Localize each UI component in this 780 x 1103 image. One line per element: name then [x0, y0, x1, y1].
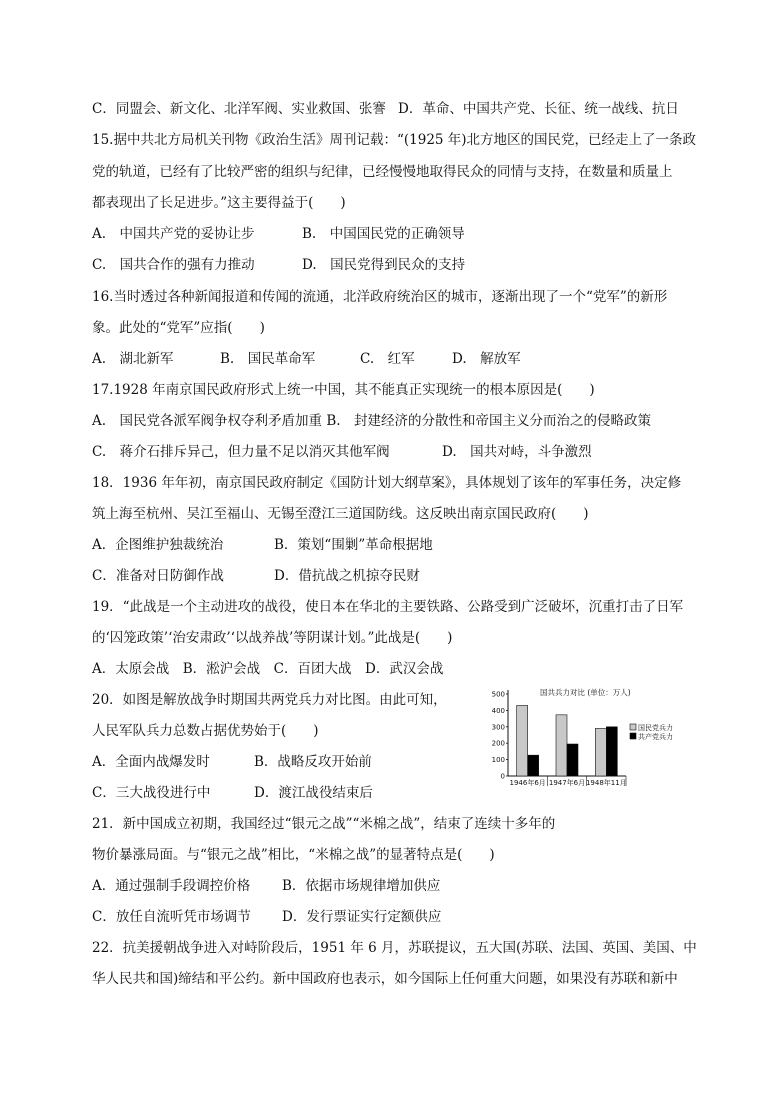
question-21: 21．新中国成立初期，我国经过“银元之战”“米棉之战”，结束了连续十多年的: [92, 816, 556, 832]
y-tick-label: 500: [491, 690, 505, 699]
question-16-cont: 象。此处的“党军”应指( ): [92, 320, 265, 336]
question-22-cont: 华人民共和国)缔结和平公约。新中国政府也表示，如今国际上任何重大问题，如果没有苏联和新中: [92, 971, 678, 987]
question-18: 18．1936 年年初，南京国民政府制定《国防计划大纲草案》，具体规划了该年的军事任务，决定修: [92, 475, 682, 491]
option-d-q16: D. 解放军: [452, 351, 521, 367]
y-tick-label: 200: [491, 739, 505, 748]
bar-cpc-1: [567, 744, 578, 776]
option-d-q15: D. 国民党得到民众的支持: [302, 257, 466, 273]
bar-kmt-2: [595, 728, 606, 776]
option-d-q20: D．渡江战役结束后: [254, 785, 373, 801]
question-16: 16.当时透过各种新闻报道和传闻的流通，北洋政府统治区的城市，逐渐出现了一个“党军”的新形: [92, 289, 668, 305]
option-b-q20: B．战略反攻开始前: [254, 754, 372, 770]
option-a-q20: A．全面内战爆发时: [92, 754, 210, 770]
y-tick-label: 0: [500, 772, 505, 781]
option-d-q14: D．革命、中国共产党、长征、统一战线、抗日: [398, 101, 679, 117]
y-tick-label: 400: [491, 706, 505, 715]
option-a-q21: A．通过强制手段调控价格: [92, 878, 251, 894]
option-c-q18: C．准备对日防御作战: [92, 568, 224, 584]
option-c-q16: C. 红军: [360, 351, 415, 367]
question-18-cont: 筑上海至杭州、吴江至福山、无锡至澄江三道国防线。这反映出南京国民政府( ): [92, 506, 589, 522]
legend-swatch-0: [630, 724, 636, 730]
bar-kmt-0: [517, 705, 528, 776]
option-c-q20: C．三大战役进行中: [92, 785, 211, 801]
option-c-q15: C. 国共合作的强有力推动: [92, 257, 255, 273]
question-19: 19．“此战是一个主动进攻的战役，使日本在华北的主要铁路、公路受到广泛破坏，沉重打击了日军: [92, 599, 684, 615]
option-c-q14: C．同盟会、新文化、北洋军阀、实业救国、张謇: [92, 101, 386, 117]
option-d-q17: D. 国共对峙，斗争激烈: [442, 444, 592, 460]
bar-cpc-0: [528, 755, 539, 776]
option-c-q21: C．放任自流听凭市场调节: [92, 909, 251, 925]
option-d-q21: D．发行票证实行定额供应: [282, 909, 442, 925]
option-b-q21: B．依据市场规律增加供应: [282, 878, 441, 894]
option-a-q15: A. 中国共产党的妥协让步: [92, 226, 255, 242]
x-tick-label: 1946年6月: [509, 779, 546, 787]
force-comparison-chart: [478, 684, 746, 790]
question-20-cont: 人民军队兵力总数占据优势始于( ): [92, 723, 319, 739]
question-15-cont2: 都表现出了长足进步。”这主要得益于( ): [92, 195, 346, 211]
question-20: 20．如图是解放战争时期国共两党兵力对比图。由此可知，: [92, 692, 447, 708]
x-tick-label: 1948年11月: [585, 779, 627, 787]
question-21-cont: 物价暴涨局面。与“银元之战”相比，“米棉之战”的显著特点是( ): [92, 847, 495, 863]
option-d-q18: D．借抗战之机掠夺民财: [274, 568, 420, 584]
question-22: 22．抗美援朝战争进入对峙阶段后，1951 年 6 月，苏联提议，五大国(苏联、法国、英国、美国、中: [92, 940, 697, 956]
legend-label-1: 共产党兵力: [638, 733, 673, 741]
y-tick-label: 300: [491, 723, 505, 732]
question-17: 17.1928 年南京国民政府形式上统一中国，其不能真正实现统一的根本原因是( ): [92, 382, 595, 398]
option-a-q18: A．企图维护独裁统治: [92, 537, 224, 553]
bar-kmt-1: [556, 715, 567, 776]
option-b-q18: B．策划“围剿”革命根据地: [274, 537, 433, 553]
option-b-q15: B. 中国国民党的正确领导: [302, 226, 465, 242]
options-q19: A．太原会战 B．淞沪会战 C．百团大战 D．武汉会战: [92, 661, 444, 677]
legend-label-0: 国民党兵力: [638, 724, 673, 732]
option-ab-q17: A. 国民党各派军阀争权夺利矛盾加重 B. 封建经济的分散性和帝国主义分而治之的侵略政策: [92, 413, 652, 429]
question-19-cont: 的‘囚笼政策’‘治安肃政’‘以战养战’等阴谋计划。”此战是( ): [92, 630, 453, 646]
option-b-q16: B. 国民革命军: [220, 351, 316, 367]
option-c-q17: C. 蒋介石排斥异己，但力量不足以消灭其他军阀: [92, 444, 390, 460]
option-a-q16: A. 湖北新军: [92, 351, 174, 367]
y-tick-label: 100: [491, 756, 505, 765]
question-15-cont1: 党的轨道，已经有了比较严密的组织与纪律，已经慢慢地取得民众的同情与支持，在数量和质量上: [92, 164, 673, 180]
question-15: 15.据中共北方局机关刊物《政治生活》周刊记载：“(1925 年)北方地区的国民党，已经走上了一条政: [92, 132, 697, 148]
legend-swatch-1: [630, 733, 636, 739]
x-tick-label: 1947年6月: [548, 779, 586, 787]
bar-cpc-2: [606, 727, 617, 776]
chart-title: 国共兵力对比 (单位：万人): [540, 688, 631, 697]
